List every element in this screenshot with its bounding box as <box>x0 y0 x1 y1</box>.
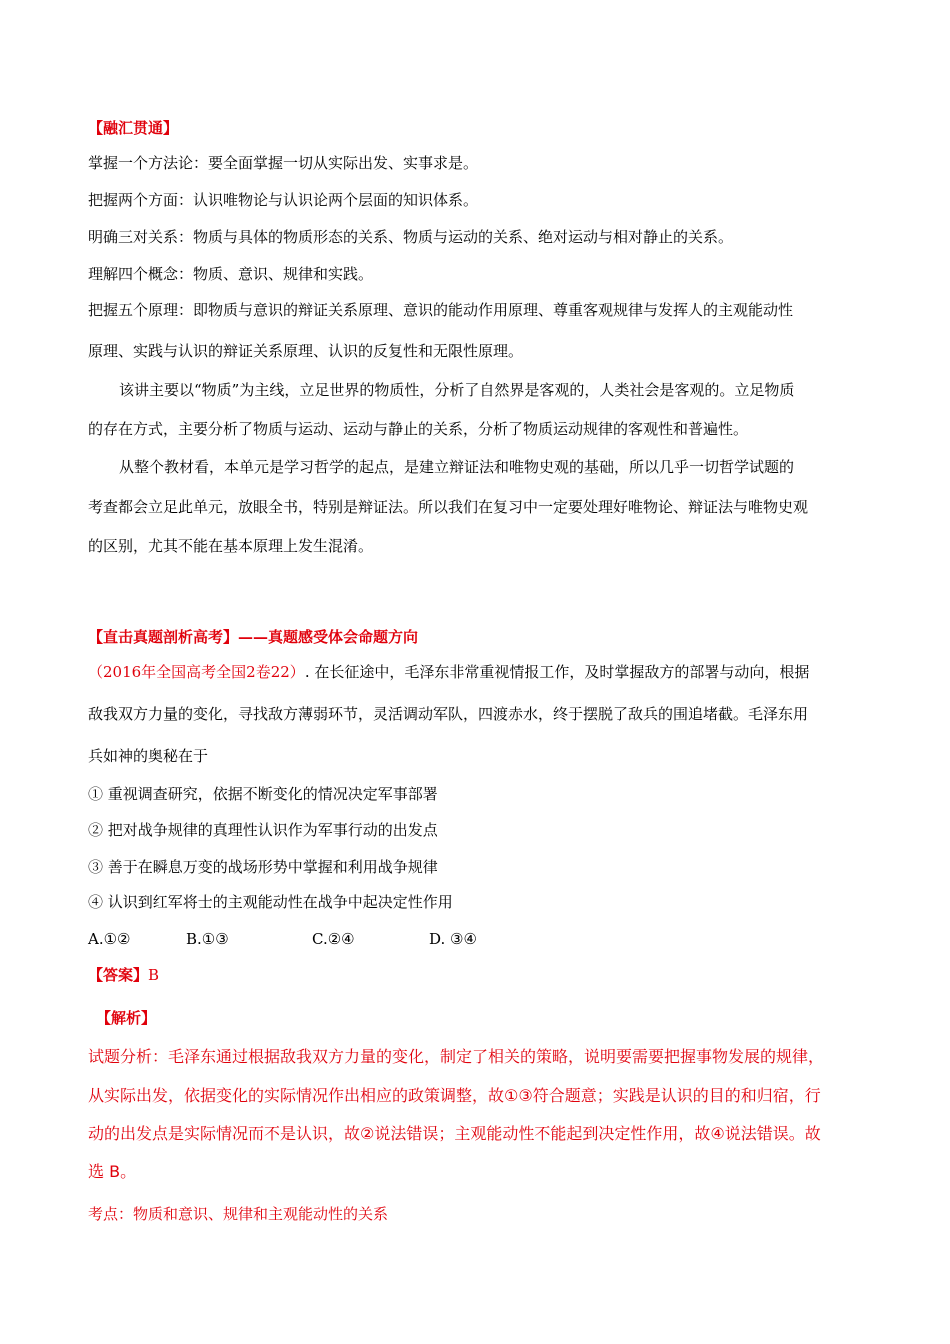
section-heading-synthesis: 【融汇贯通】 <box>88 119 179 137</box>
question-text: . 在长征途中，毛泽东非常重视情报工作，及时掌握敌方的部署与动向，根据 <box>304 663 810 681</box>
text-line: 掌握一个方法论：要全面掌握一切从实际出发、实事求是。 <box>88 154 479 172</box>
paragraph-line: 考查都会立足此单元，放眼全书，特别是辩证法。所以我们在复习中一定要处理好唯物论、辩证法与唯物史观 <box>88 498 809 516</box>
option-b: B.①③ <box>186 930 229 948</box>
paragraph-line: 该讲主要以“物质”为主线，立足世界的物质性，分析了自然界是客观的，人类社会是客观的。立足物质 <box>119 381 795 399</box>
option-c: C.②④ <box>312 930 355 948</box>
text-line: 明确三对关系：物质与具体的物质形态的关系、物质与运动的关系、绝对运动与相对静止的关系。 <box>88 228 734 246</box>
analysis-line: 动的出发点是实际情况而不是认识，故②说法错误；主观能动性不能起到决定性作用，故④说法错误。故 <box>88 1124 821 1143</box>
statement-1: ① 重视调查研究，依据不断变化的情况决定军事部署 <box>88 785 438 803</box>
text-line: 把握五个原理：即物质与意识的辩证关系原理、意识的能动作用原理、尊重客观规律与发挥人的主观能动性 <box>88 301 794 319</box>
section-heading-exam: 【直击真题剖析高考】——真题感受体会命题方向 <box>88 628 419 646</box>
question-line: 敌我双方力量的变化，寻找敌方薄弱环节，灵活调动军队，四渡赤水，终于摆脱了敌兵的围追堵截。毛泽东用 <box>88 705 809 723</box>
analysis-line: 选 B。 <box>88 1162 137 1181</box>
answer-line <box>88 965 159 985</box>
statement-3: ③ 善于在瞬息万变的战场形势中掌握和利用战争规律 <box>88 858 438 876</box>
paragraph-line: 的存在方式，主要分析了物质与运动、运动与静止的关系，分析了物质运动规律的客观性和普遍性。 <box>88 420 749 438</box>
paragraph-line: 从整个教材看，本单元是学习哲学的起点，是建立辩证法和唯物史观的基础，所以几乎一切哲学试题的 <box>119 458 795 476</box>
question-source: （2016年全国高考全国2卷22） <box>88 663 305 681</box>
option-d: D. ③④ <box>429 930 477 948</box>
question-line: 兵如神的奥秘在于 <box>88 747 209 765</box>
paragraph-line: 的区别，尤其不能在基本原理上发生混淆。 <box>88 537 374 555</box>
analysis-line: 从实际出发，依据变化的实际情况作出相应的政策调整，故①③符合题意；实践是认识的目的和归宿，行 <box>88 1086 821 1105</box>
analysis-label: 【解析】 <box>96 1009 157 1027</box>
statement-2: ② 把对战争规律的真理性认识作为军事行动的出发点 <box>88 821 438 839</box>
option-a: A.①② <box>88 930 131 948</box>
text-line: 把握两个方面：认识唯物论与认识论两个层面的知识体系。 <box>88 191 479 209</box>
statement-4: ④ 认识到红军将士的主观能动性在战争中起决定性作用 <box>88 893 453 911</box>
analysis-line: 试题分析：毛泽东通过根据敌我双方力量的变化，制定了相关的策略，说明要需要把握事物发展的规律， <box>88 1047 825 1066</box>
text-line: 原理、实践与认识的辩证关系原理、认识的反复性和无限性原理。 <box>88 342 524 360</box>
kaodian-line: 考点：物质和意识、规律和主观能动性的关系 <box>88 1205 389 1223</box>
text-line: 理解四个概念：物质、意识、规律和实践。 <box>88 265 374 283</box>
question-first-line <box>88 662 809 682</box>
answer-value: B <box>148 966 160 984</box>
answer-label: 【答案】 <box>88 966 149 984</box>
